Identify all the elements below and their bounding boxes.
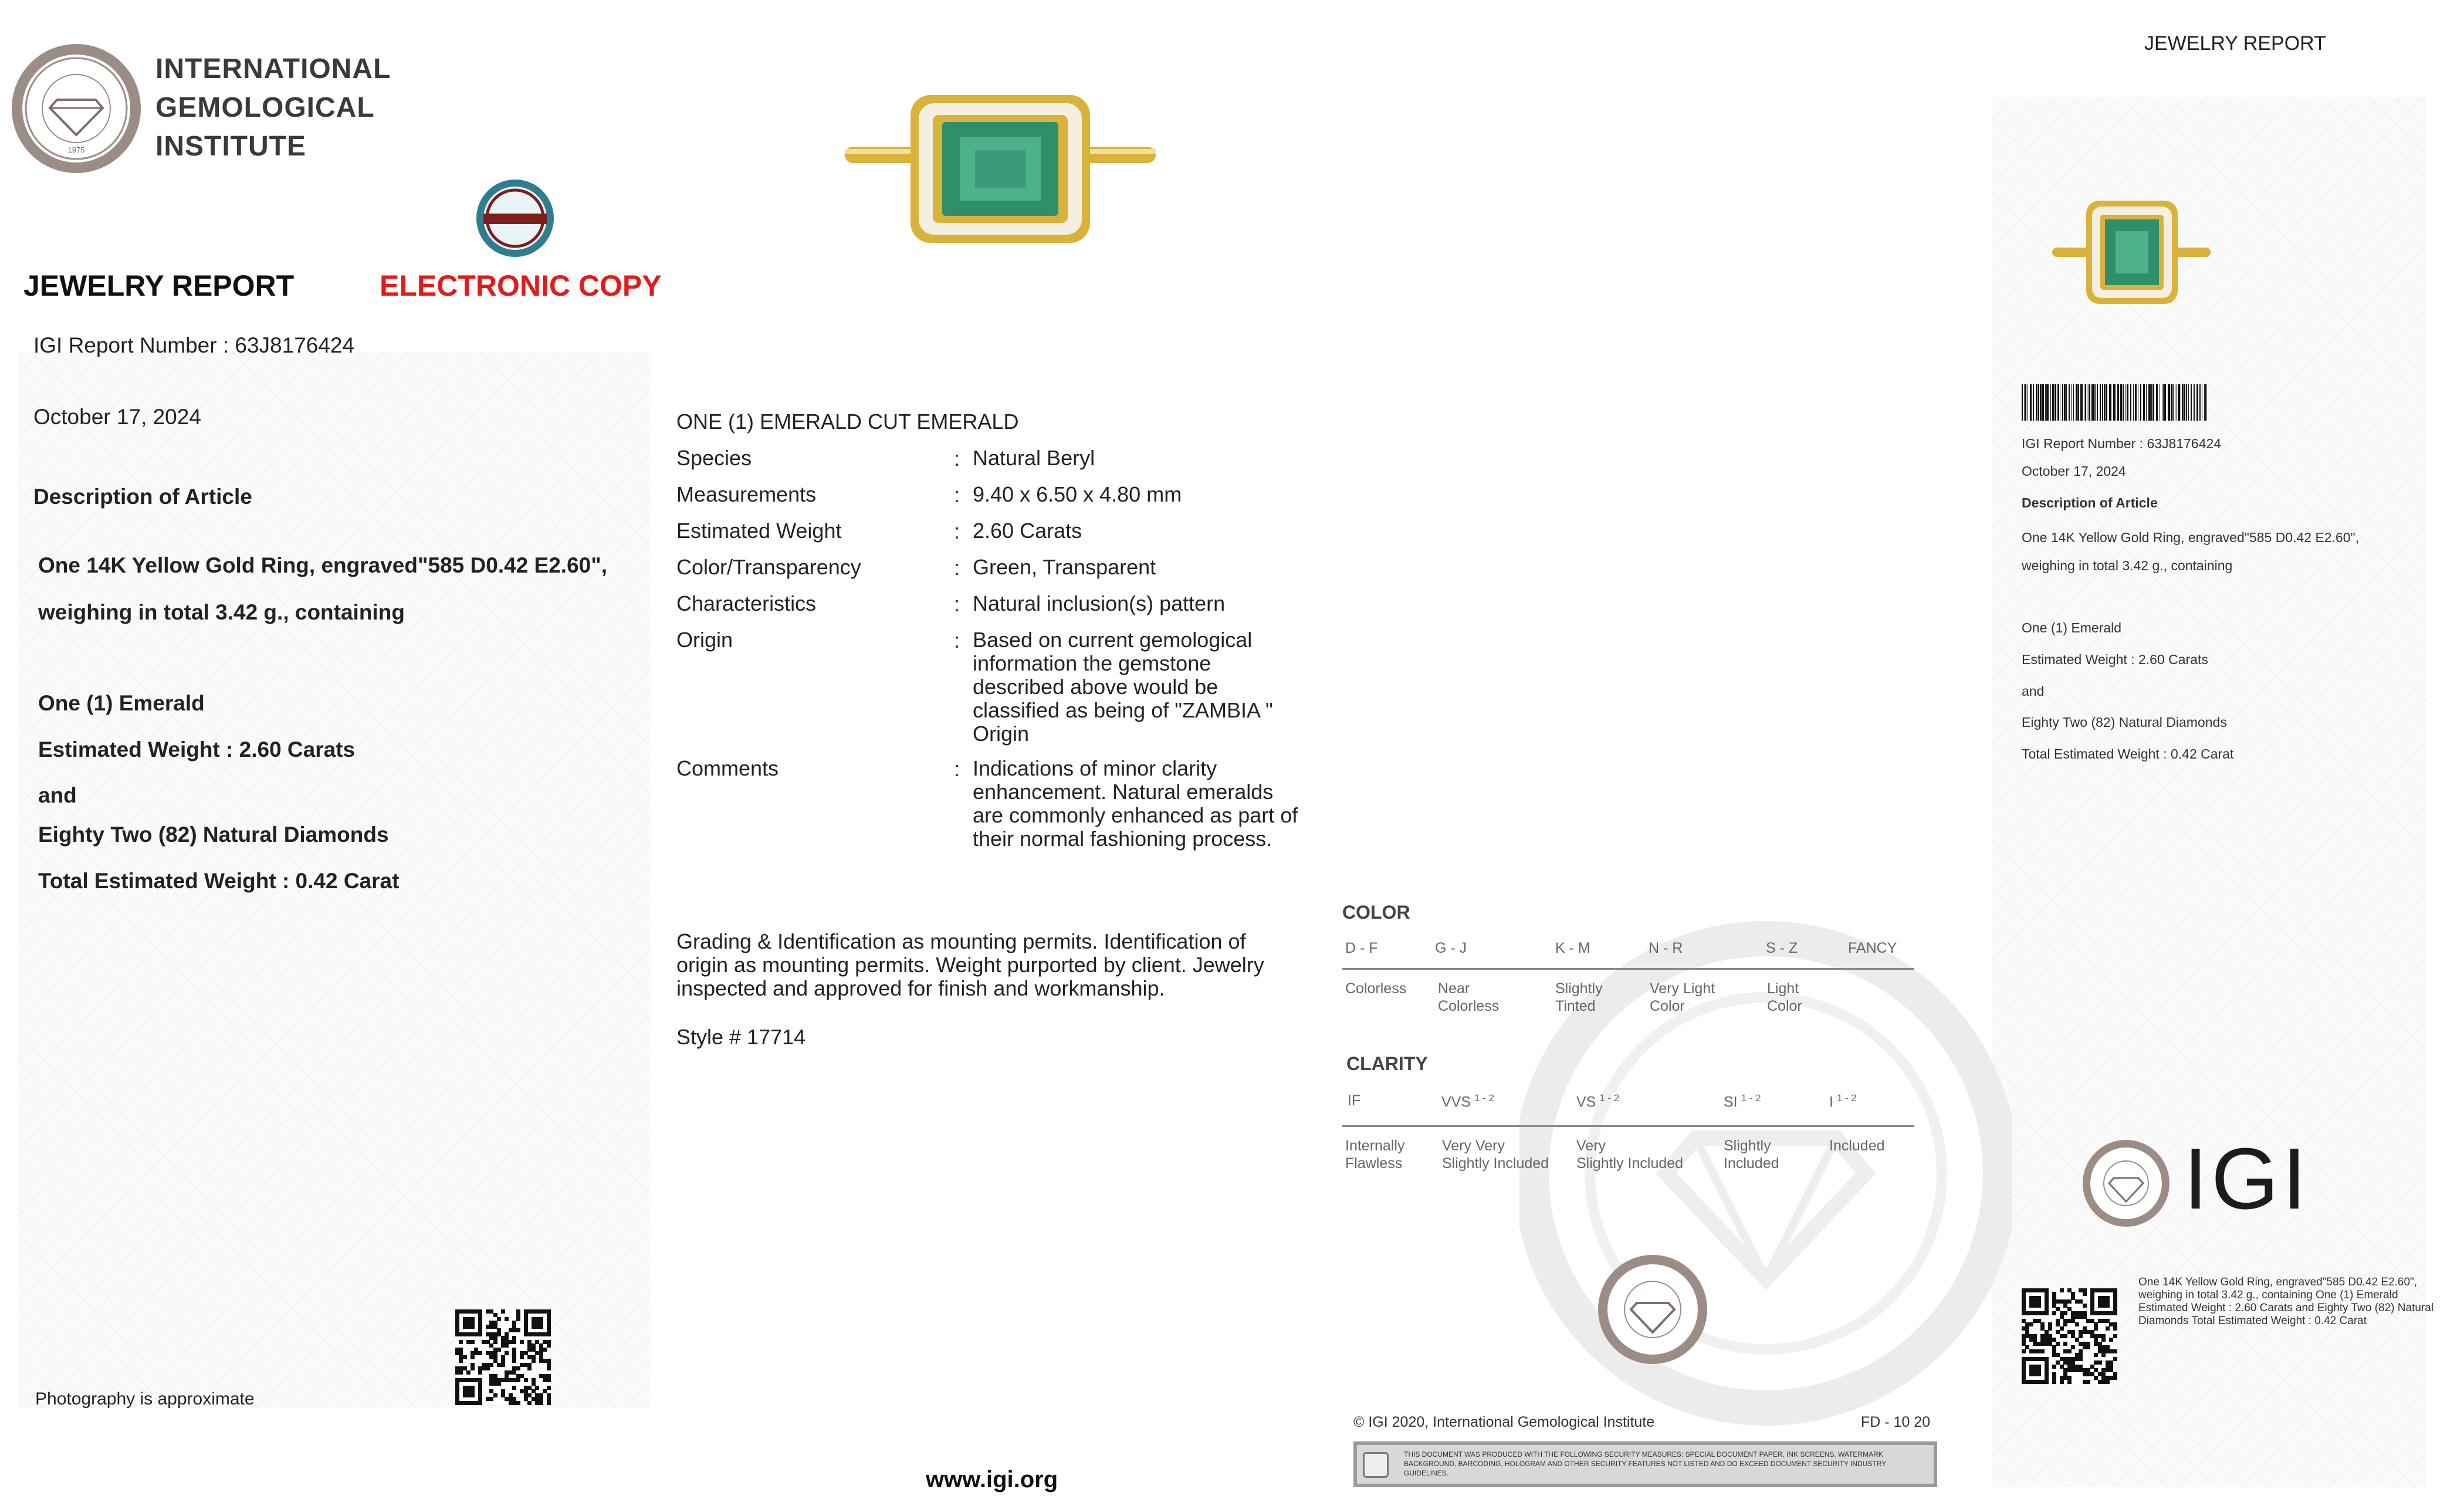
qr-module — [2086, 1345, 2090, 1349]
qr-module — [2063, 1322, 2067, 1326]
qr-module — [2106, 1326, 2110, 1331]
qr-module — [2063, 1311, 2067, 1315]
qr-module — [2079, 1357, 2083, 1361]
gem-label-color-transparency: Color/Transparency — [676, 555, 861, 579]
side-stone2-weight: Total Estimated Weight : 0.42 Carat — [2022, 746, 2234, 761]
barcode-bar — [2182, 384, 2184, 421]
qr-module — [539, 1401, 543, 1405]
side-qr-code[interactable] — [2022, 1288, 2117, 1383]
ring-photo — [845, 88, 1156, 252]
qr-module — [2037, 1372, 2041, 1376]
qr-module — [2098, 1360, 2102, 1365]
barcode-bar — [2127, 384, 2128, 421]
barcode-bar — [2184, 384, 2185, 421]
barcode-bar — [2146, 384, 2147, 421]
qr-module — [459, 1370, 463, 1375]
clarity-grade: I $^{1 - 2}$ — [1829, 1092, 1857, 1111]
gem-label-estimated-weight: Estimated Weight — [676, 519, 842, 543]
barcode-bar — [2152, 384, 2154, 421]
lock-icon — [1363, 1452, 1389, 1478]
qr-module — [497, 1317, 501, 1321]
color-desc: Light Color — [1767, 980, 1802, 1014]
org-name-line2: GEMOLOGICAL — [155, 92, 375, 123]
barcode-bar — [2057, 384, 2059, 421]
qr-module — [459, 1340, 463, 1344]
barcode-bar — [2046, 384, 2049, 421]
barcode-bar — [2191, 384, 2192, 421]
qr-module — [2113, 1357, 2117, 1361]
qr-module — [478, 1332, 482, 1336]
qr-module — [2113, 1376, 2117, 1380]
side-stone2: Eighty Two (82) Natural Diamonds — [2022, 715, 2227, 730]
qr-module — [2101, 1338, 2106, 1342]
barcode-bar — [2135, 384, 2137, 421]
svg-text:1975: 1975 — [67, 145, 85, 154]
barcode-bar — [2024, 384, 2025, 421]
barcode-bar — [2036, 384, 2037, 421]
photography-note: Photography is approximate — [35, 1389, 255, 1409]
barcode-bar — [2042, 384, 2044, 421]
gem-colon: : — [954, 556, 960, 580]
qr-module — [2106, 1304, 2110, 1308]
clarity-grade: SI $^{1 - 2}$ — [1724, 1092, 1761, 1111]
barcode-bar — [2148, 384, 2151, 421]
qr-module — [471, 1355, 475, 1359]
clarity-scale-rule — [1342, 1125, 1914, 1127]
barcode-bar — [2033, 384, 2034, 421]
barcode-bar — [2076, 384, 2077, 421]
gem-value-species: Natural Beryl — [973, 446, 1095, 470]
igi-logo-text: IGI — [2184, 1131, 2310, 1227]
qr-module — [2067, 1380, 2072, 1384]
qr-module — [505, 1317, 509, 1321]
qr-module — [471, 1393, 475, 1397]
qr-module — [2113, 1334, 2117, 1338]
barcode-bar — [2194, 384, 2195, 421]
clarity-desc: Very Very Slightly Included — [1442, 1138, 1549, 1172]
barcode-bar — [2109, 384, 2111, 421]
org-name-line1: INTERNATIONAL — [155, 53, 391, 84]
color-desc: Slightly Tinted — [1555, 980, 1603, 1014]
qr-module — [2067, 1299, 2072, 1304]
qr-module — [547, 1386, 551, 1390]
color-desc: Near Colorless — [1438, 980, 1500, 1014]
clarity-grade: VS $^{1 - 2}$ — [1576, 1092, 1620, 1111]
qr-module — [547, 1332, 551, 1336]
gem-colon: : — [954, 757, 960, 781]
copyright-text: © IGI 2020, International Gemological Institute — [1353, 1414, 1655, 1430]
qr-module — [459, 1359, 463, 1363]
qr-module — [512, 1340, 516, 1344]
gem-label-characteristics: Characteristics — [676, 591, 817, 615]
report-date: October 17, 2024 — [33, 405, 201, 429]
barcode-bar — [2164, 384, 2166, 421]
color-grade: N - R — [1649, 940, 1683, 956]
barcode-bar — [2117, 384, 2119, 421]
qr-module — [505, 1343, 509, 1348]
qr-module — [2045, 1380, 2049, 1384]
qr-module — [2094, 1326, 2098, 1331]
qr-module — [463, 1355, 467, 1359]
qr-module — [493, 1393, 497, 1397]
qr-module — [2022, 1349, 2026, 1353]
barcode-bar — [2120, 384, 2122, 421]
side-description-heading: Description of Article — [2022, 495, 2158, 510]
gem-colon: : — [954, 519, 960, 543]
qr-module — [2045, 1311, 2049, 1315]
side-and-label: and — [2022, 683, 2045, 699]
color-grade: G - J — [1435, 940, 1467, 956]
barcode-bar — [2064, 384, 2066, 421]
color-desc: Very Light Color — [1650, 980, 1715, 1014]
qr-module — [2056, 1342, 2060, 1346]
barcode-bar — [2073, 384, 2074, 421]
barcode-bar — [2052, 384, 2055, 421]
qr-module — [2101, 1353, 2106, 1357]
qr-module — [527, 1366, 532, 1370]
qr-module — [516, 1378, 520, 1382]
side-stone1-weight: Estimated Weight : 2.60 Carats — [2022, 652, 2208, 667]
gem-label-origin: Origin — [676, 628, 733, 652]
qr-module — [2106, 1380, 2110, 1384]
stone2-weight: Total Estimated Weight : 0.42 Carat — [38, 869, 400, 893]
qr-module — [2052, 1365, 2056, 1369]
qr-module — [2052, 1380, 2056, 1384]
igi-logo-seal — [2081, 1138, 2172, 1229]
side-qr-summary: One 14K Yellow Gold Ring, engraved"585 D0.42 E2.60", weighing in total 3.42 g., containing One (1) Emerald Estimated Weight : 2.60 Carats and Eighty Two (82) Natural Diamonds Total Estimated Weight : 0.42 Carat — [2138, 1276, 2434, 1327]
gem-value-characteristics: Natural inclusion(s) pattern — [973, 591, 1226, 615]
qr-module — [2063, 1342, 2067, 1346]
qr-module — [543, 1348, 547, 1352]
barcode-bar — [2204, 384, 2205, 421]
qr-module — [2071, 1345, 2075, 1349]
barcode-bar — [2071, 384, 2072, 421]
barcode-bar — [2094, 384, 2096, 421]
barcode-bar — [2168, 384, 2170, 421]
barcode-bar — [2038, 384, 2039, 421]
qr-module — [2083, 1304, 2087, 1308]
qr-module — [2029, 1322, 2033, 1326]
barcode-bar — [2030, 384, 2032, 421]
color-scale-rule — [1342, 968, 1914, 970]
qr-module — [501, 1309, 505, 1314]
qr-module — [2113, 1326, 2117, 1331]
gem-value-comments: Indications of minor clarity enhancement. Natural emeralds are commonly enhanced as part of their normal fashioning process. — [973, 756, 1298, 851]
gem-colon: : — [954, 446, 960, 471]
qr-module — [2079, 1334, 2083, 1338]
barcode-bar — [2156, 384, 2158, 421]
description-line2: weighing in total 3.42 g., containing — [38, 600, 405, 624]
qr-module — [547, 1343, 551, 1348]
barcode-bar — [2106, 384, 2107, 421]
qr-module — [2048, 1326, 2052, 1331]
barcode-bar — [2040, 384, 2042, 421]
stone1-weight: Estimated Weight : 2.60 Carats — [38, 737, 356, 761]
qr-module — [501, 1363, 505, 1367]
clarity-desc: Very Slightly Included — [1576, 1138, 1684, 1172]
gem-value-estimated-weight: 2.60 Carats — [973, 519, 1082, 543]
color-grade: K - M — [1555, 940, 1590, 956]
side-report-title: JEWELRY REPORT — [2144, 32, 2326, 55]
barcode-bar — [2025, 384, 2026, 421]
stone2: Eighty Two (82) Natural Diamonds — [38, 823, 389, 847]
barcode-bar — [2091, 384, 2094, 421]
qr-module — [2052, 1311, 2056, 1315]
barcode-bar — [2089, 384, 2090, 421]
clarity-desc: Slightly Included — [1724, 1138, 1779, 1172]
grading-notes: Grading & Identification as mounting permits. Identification of origin as mounting permits. Weight purported by client. Jewelry inspected and approved for finish and workmanship. — [676, 929, 1264, 1000]
qr-module — [2037, 1304, 2041, 1308]
clarity-desc: Included — [1829, 1138, 1885, 1154]
qr-module — [2086, 1380, 2090, 1384]
igi-seal-small — [1596, 1253, 1710, 1367]
side-description-line1: One 14K Yellow Gold Ring, engraved"585 D0.42 E2.60", — [2022, 530, 2360, 545]
gem-label-measurements: Measurements — [676, 482, 817, 506]
gem-colon: : — [954, 592, 960, 616]
qr-module — [478, 1370, 482, 1375]
clarity-grade: VVS $^{1 - 2}$ — [1441, 1092, 1495, 1111]
gem-heading: ONE (1) EMERALD CUT EMERALD — [676, 409, 1019, 434]
qr-module — [2060, 1380, 2064, 1384]
qr-module — [2060, 1288, 2064, 1292]
org-name — [155, 50, 391, 166]
side-ring-photo — [2052, 197, 2211, 309]
qr-module — [2060, 1326, 2064, 1331]
barcode-bar — [2102, 384, 2103, 421]
security-text: THIS DOCUMENT WAS PRODUCED WITH THE FOLLOWING SECURITY MEASURES: SPECIAL DOCUMENT PAPER, INK SCREENS, WATERMARK BACKGROUND, BARCODING, HOLOGRAM AND OTHER SECURITY FEATURES NOT LISTED AND DO EXCEED DOCUMENT SECURITY INDUSTRY GUIDELINES. — [1404, 1450, 1886, 1477]
clarity-grade: IF — [1348, 1092, 1361, 1109]
barcode-bar — [2097, 384, 2098, 421]
qr-module — [2063, 1334, 2067, 1338]
barcode-bar — [2123, 384, 2124, 421]
qr-module — [489, 1397, 493, 1401]
side-report-number: IGI Report Number : 63J8176424 — [2022, 436, 2222, 451]
barcode-bar — [2045, 384, 2046, 421]
barcode-bar — [2133, 384, 2134, 421]
qr-module — [2109, 1338, 2113, 1342]
barcode-bar — [2186, 384, 2187, 421]
barcode-bar — [2050, 384, 2051, 421]
qr-module — [516, 1366, 520, 1370]
barcode — [2022, 384, 2211, 421]
gem-value-origin: Based on current gemological information the gemstone described above would be classified as being of "ZAMBIA " Origin — [973, 628, 1273, 746]
assured-quality-badge — [473, 176, 557, 260]
barcode-bar — [2143, 384, 2145, 421]
qr-module — [2067, 1349, 2072, 1353]
qr-module — [493, 1340, 497, 1344]
color-grade: S - Z — [1766, 940, 1798, 956]
qr-module — [471, 1325, 475, 1329]
qr-module — [2083, 1292, 2087, 1296]
qr-module — [520, 1340, 524, 1344]
barcode-bar — [2151, 384, 2152, 421]
qr-module — [516, 1317, 520, 1321]
barcode-bar — [2066, 384, 2067, 421]
barcode-bar — [2178, 384, 2180, 421]
gem-colon: : — [954, 628, 960, 652]
barcode-bar — [2172, 384, 2174, 421]
barcode-bar — [2140, 384, 2141, 421]
qr-module — [524, 1378, 528, 1382]
gem-label-species: Species — [676, 446, 752, 470]
barcode-bar — [2080, 384, 2083, 421]
qr-module — [520, 1355, 524, 1359]
qr-module — [535, 1386, 539, 1390]
report-title: JEWELRY REPORT — [23, 269, 295, 302]
color-scale-heading: COLOR — [1342, 902, 1410, 923]
qr-module — [478, 1401, 482, 1405]
barcode-bar — [2199, 384, 2201, 421]
security-strip — [1353, 1441, 1937, 1487]
barcode-bar — [2069, 384, 2070, 421]
report-number: IGI Report Number : 63J8176424 — [33, 333, 355, 357]
qr-module — [527, 1401, 532, 1405]
side-report-date: October 17, 2024 — [2022, 463, 2126, 479]
qr-module — [532, 1359, 536, 1363]
color-desc: Colorless — [1345, 980, 1407, 997]
igi-seal-logo — [9, 41, 144, 176]
qr-module — [497, 1348, 501, 1352]
side-stone1: One (1) Emerald — [2022, 620, 2122, 635]
barcode-bar — [2085, 384, 2086, 421]
barcode-bar — [2077, 384, 2079, 421]
barcode-bar — [2196, 384, 2198, 421]
qr-module — [471, 1340, 475, 1344]
qr-module — [2113, 1311, 2117, 1315]
qr-code[interactable] — [455, 1309, 550, 1404]
barcode-bar — [2163, 384, 2164, 421]
qr-module — [2075, 1322, 2079, 1326]
barcode-bar — [2055, 384, 2056, 421]
and-label: and — [38, 783, 77, 807]
org-name-line3: INSTITUTE — [155, 131, 306, 162]
electronic-copy-label: ELECTRONIC COPY — [380, 269, 662, 302]
description-line1: One 14K Yellow Gold Ring, engraved"585 D0.42 E2.60", — [38, 553, 608, 577]
qr-module — [486, 1366, 490, 1370]
qr-module — [471, 1366, 475, 1370]
qr-module — [489, 1363, 493, 1367]
stone1: One (1) Emerald — [38, 691, 205, 715]
qr-module — [478, 1351, 482, 1355]
description-heading: Description of Article — [33, 485, 252, 509]
qr-module — [547, 1378, 551, 1382]
barcode-bar — [2104, 384, 2106, 421]
color-grade: FANCY — [1848, 940, 1897, 956]
qr-module — [2094, 1353, 2098, 1357]
form-code: FD - 10 20 — [1861, 1414, 1931, 1430]
barcode-bar — [2206, 384, 2207, 421]
style-number: Style # 17714 — [676, 1025, 806, 1049]
qr-module — [512, 1386, 516, 1390]
website-link[interactable]: www.igi.org — [926, 1467, 1058, 1492]
qr-module — [497, 1382, 501, 1386]
barcode-bar — [2130, 384, 2131, 421]
qr-module — [2040, 1349, 2045, 1353]
color-grade: D - F — [1345, 940, 1378, 956]
barcode-bar — [2171, 384, 2172, 421]
barcode-bar — [2062, 384, 2063, 421]
qr-module — [547, 1401, 551, 1405]
qr-module — [539, 1325, 543, 1329]
qr-module — [505, 1351, 509, 1355]
barcode-bar — [2100, 384, 2101, 421]
qr-module — [2113, 1349, 2117, 1353]
clarity-scale-heading: CLARITY — [1346, 1053, 1428, 1074]
qr-module — [516, 1328, 520, 1332]
gem-label-comments: Comments — [676, 756, 779, 780]
barcode-bar — [2113, 384, 2116, 421]
barcode-bar — [2205, 384, 2206, 421]
qr-module — [547, 1366, 551, 1370]
barcode-bar — [2022, 384, 2023, 421]
gem-value-color-transparency: Green, Transparent — [973, 555, 1156, 579]
barcode-bar — [2188, 384, 2189, 421]
qr-module — [466, 1370, 471, 1375]
clarity-desc: Internally Flawless — [1345, 1138, 1405, 1172]
side-description-line2: weighing in total 3.42 g., containing — [2022, 558, 2233, 573]
gem-value-measurements: 9.40 x 6.50 x 4.80 mm — [973, 482, 1182, 506]
qr-module — [512, 1359, 516, 1363]
qr-module — [516, 1401, 520, 1405]
gem-colon: : — [954, 483, 960, 507]
